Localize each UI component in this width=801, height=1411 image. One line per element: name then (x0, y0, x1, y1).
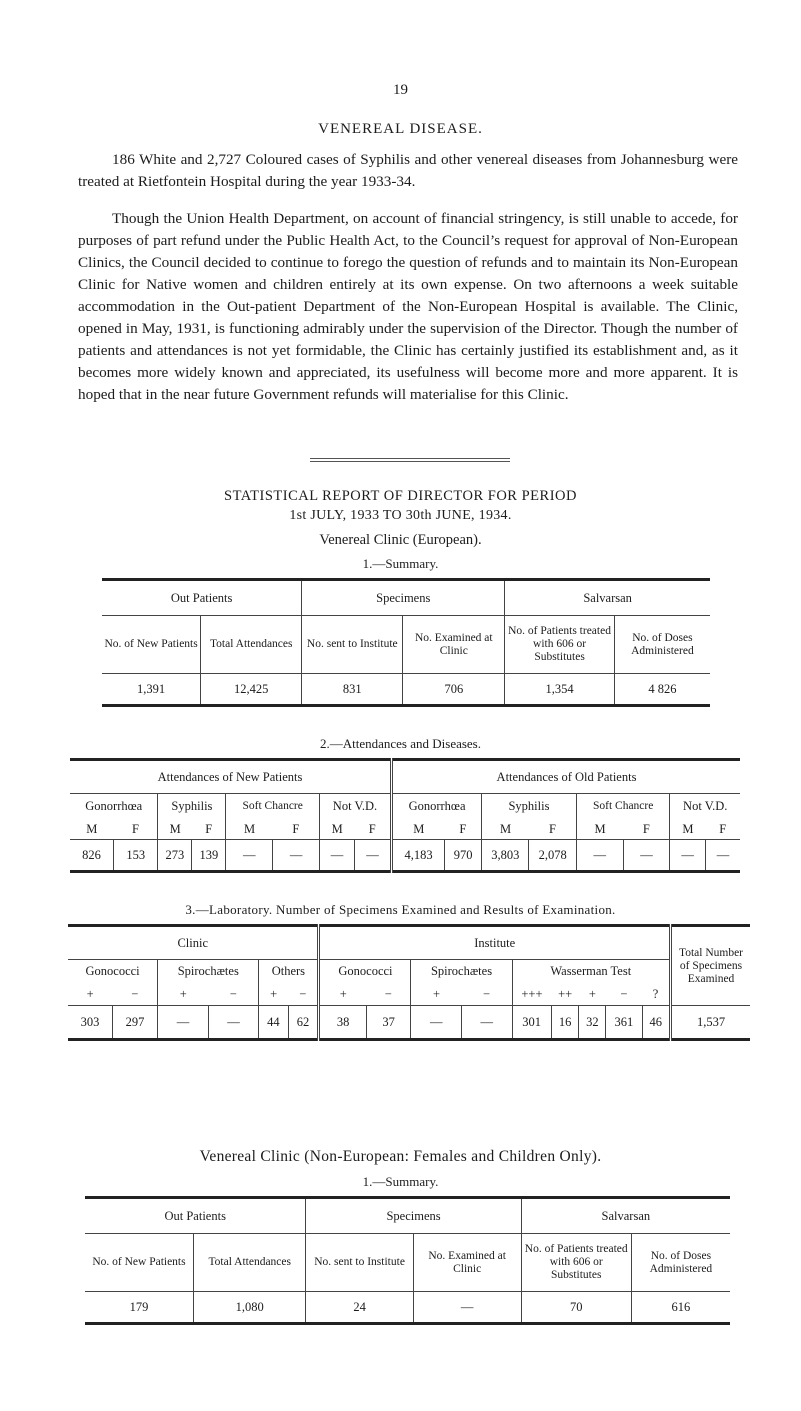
summary-heading-non-european: 1.—Summary. (362, 1174, 439, 1189)
minus-sign: − (384, 986, 392, 1001)
col-examined-clinic: No. Examined at Clinic (403, 616, 505, 674)
group-out-patients: Out Patients (85, 1198, 306, 1234)
group-clinic: Clinic (68, 926, 319, 960)
european-summary-table (102, 578, 710, 707)
new-not-vd-header: Not V.D. (319, 794, 391, 820)
report-title-line-1: STATISTICAL REPORT OF DIRECTOR FOR PERIOD (224, 488, 577, 504)
m-label: M (576, 820, 623, 840)
laboratory-table (68, 924, 750, 1041)
col-sent-institute: No. sent to Institute (306, 1234, 413, 1292)
col-patients-606: No. of Patients treated with 606 or Substitutes (521, 1234, 631, 1292)
col-doses: No. of Doses Administered (631, 1234, 730, 1292)
m-label: M (226, 820, 273, 840)
section-heading: VENEREAL DISEASE. (318, 121, 483, 137)
non-european-clinic-title: Venereal Clinic (Non-European: Females and Children Only). (199, 1148, 602, 1165)
wasserman-header: Wasserman Test (512, 960, 670, 984)
col-total-attendances: Total Attendances (193, 1234, 305, 1292)
f-label: F (368, 821, 376, 836)
new-syphilis-header: Syphilis (158, 794, 226, 820)
cell-sent-institute: 24 (306, 1292, 413, 1324)
col-doses: No. of Doses Administered (614, 616, 710, 674)
total-specimens-value: 1,537 (671, 1006, 751, 1040)
f-label: F (205, 821, 213, 836)
old-gonorrhoea-header: Gonorrhœa (392, 794, 482, 820)
wasserman-sign: + (588, 986, 596, 1001)
old-syphilis-m: 3,803 (482, 840, 529, 872)
group-out-patients: Out Patients (102, 580, 302, 616)
clinic-spirochaetes-plus: — (158, 1006, 209, 1040)
group-specimens: Specimens (302, 580, 505, 616)
wasserman-sign: − (620, 986, 628, 1001)
paragraph-2 (78, 208, 738, 406)
col-new-patients: No. of New Patients (85, 1234, 193, 1292)
old-not-vd-header: Not V.D. (670, 794, 740, 820)
old-not-vd-f: — (705, 840, 740, 872)
m-label: M (319, 820, 354, 840)
clinic-gonococci-header: Gonococci (68, 960, 158, 984)
minus-sign: − (299, 986, 307, 1001)
new-gonorrhoea-f: 153 (114, 840, 158, 872)
cell-new-patients: 179 (85, 1292, 193, 1324)
page-number: 19 (393, 82, 408, 98)
new-soft-chancre-f: — (273, 840, 320, 872)
cell-new-patients: 1,391 (102, 674, 201, 706)
institute-spirochaetes-header: Spirochætes (411, 960, 512, 984)
clinic-others-plus: 44 (259, 1006, 288, 1040)
divider-rule (310, 458, 510, 462)
new-syphilis-m: 273 (158, 840, 192, 872)
institute-spirochaetes-minus: — (462, 1006, 513, 1040)
clinic-others-minus: 62 (288, 1006, 319, 1040)
institute-gonococci-header: Gonococci (319, 960, 411, 984)
wasserman-value: 301 (512, 1006, 551, 1040)
f-label: F (642, 821, 650, 836)
plus-sign: + (158, 984, 209, 1006)
wasserman-sign: ++ (558, 986, 573, 1001)
cell-patients-606: 70 (521, 1292, 631, 1324)
cell-total-attendances: 12,425 (201, 674, 302, 706)
col-patients-606: No. of Patients treated with 606 or Substitutes (505, 616, 615, 674)
clinic-gonococci-minus: 297 (112, 1006, 157, 1040)
group-old-patients: Attendances of Old Patients (392, 760, 741, 794)
report-title-line-2: 1st JULY, 1933 TO 30th JUNE, 1934. (289, 508, 512, 523)
paragraph-1 (78, 149, 738, 193)
f-label: F (131, 821, 139, 836)
non-european-summary-table (85, 1196, 730, 1325)
european-clinic-title: Venereal Clinic (European). (319, 532, 482, 548)
old-soft-chancre-m: — (576, 840, 623, 872)
wasserman-value: 32 (579, 1006, 606, 1040)
group-institute: Institute (319, 926, 671, 960)
col-total-attendances: Total Attendances (201, 616, 302, 674)
plus-sign: + (259, 984, 288, 1006)
old-syphilis-f: 2,078 (529, 840, 576, 872)
cell-sent-institute: 831 (302, 674, 403, 706)
f-label: F (459, 821, 467, 836)
m-label: M (482, 820, 529, 840)
m-label: M (158, 820, 192, 840)
institute-gonococci-plus: 38 (319, 1006, 366, 1040)
old-not-vd-m: — (670, 840, 705, 872)
wasserman-value: 361 (606, 1006, 642, 1040)
clinic-others-header: Others (259, 960, 319, 984)
institute-spirochaetes-plus: — (411, 1006, 462, 1040)
new-soft-chancre-header: Soft Chancre (226, 794, 320, 820)
col-sent-institute: No. sent to Institute (302, 616, 403, 674)
minus-sign: − (131, 986, 139, 1001)
m-label: M (670, 820, 705, 840)
old-syphilis-header: Syphilis (482, 794, 577, 820)
cell-examined-clinic: — (413, 1292, 521, 1324)
old-soft-chancre-header: Soft Chancre (576, 794, 670, 820)
clinic-spirochaetes-minus: — (208, 1006, 259, 1040)
wasserman-value: 16 (551, 1006, 579, 1040)
old-gonorrhoea-f: 970 (445, 840, 482, 872)
col-new-patients: No. of New Patients (102, 616, 201, 674)
clinic-spirochaetes-header: Spirochætes (158, 960, 259, 984)
cell-examined-clinic: 706 (403, 674, 505, 706)
plus-sign: + (319, 984, 366, 1006)
old-gonorrhoea-m: 4,183 (392, 840, 445, 872)
cell-total-attendances: 1,080 (193, 1292, 305, 1324)
wasserman-sign: +++ (512, 984, 551, 1006)
cell-doses: 4 826 (614, 674, 710, 706)
attendances-table (70, 758, 740, 873)
new-soft-chancre-m: — (226, 840, 273, 872)
cell-patients-606: 1,354 (505, 674, 615, 706)
paragraph-2-text: Though the Union Health Department, on account of financial stringency, is still unable to accede, for purposes of part refund under the Public Health Act, to the Council’s request for approval of Non-European Clinics, the Council decided to continue to forego the question of refunds and to maintain its Non-European Clinic for Native women and children entirely at its own expense. On two afternoons a week suitable accommodation in the Out-patient Department of the Non-European Hospital is available. The Clinic, opened in May, 1931, is functioning admirably under the supervision of the Director. Though the number of patients and attendances is not yet formidable, the Clinic has certainly justified its establishment and, as it becomes more widely known and appreciated, its usefulness will become more and more apparent. It is hoped that in the near future Government refunds will materialise for this Clinic. (78, 210, 738, 403)
laboratory-heading: 3.—Laboratory. Number of Specimens Examined and Results of Examination. (185, 902, 616, 917)
institute-gonococci-minus: 37 (366, 1006, 411, 1040)
new-gonorrhoea-m: 826 (70, 840, 114, 872)
m-label: M (86, 821, 98, 836)
paragraph-1-text: 186 White and 2,727 Coloured cases of Syphilis and other venereal diseases from Johannesburg were treated at Rietfontein Hospital during the year 1933-34. (78, 151, 738, 190)
f-label: F (548, 821, 556, 836)
plus-sign: + (86, 986, 94, 1001)
f-label: F (292, 821, 300, 836)
minus-sign: − (229, 986, 237, 1001)
summary-heading-european: 1.—Summary. (362, 556, 439, 571)
attendances-heading: 2.—Attendances and Diseases. (319, 736, 481, 751)
group-new-patients: Attendances of New Patients (70, 760, 392, 794)
m-label: M (392, 820, 445, 840)
minus-sign: − (483, 986, 491, 1001)
plus-sign: + (411, 984, 462, 1006)
new-syphilis-f: 139 (192, 840, 226, 872)
new-not-vd-m: — (319, 840, 354, 872)
group-specimens: Specimens (306, 1198, 521, 1234)
total-specimens-header: Total Number of Specimens Examined (671, 926, 751, 1006)
group-salvarsan: Salvarsan (505, 580, 710, 616)
col-examined-clinic: No. Examined at Clinic (413, 1234, 521, 1292)
cell-doses: 616 (631, 1292, 730, 1324)
new-gonorrhoea-header: Gonorrhœa (70, 794, 158, 820)
wasserman-sign: ? (652, 986, 659, 1001)
old-soft-chancre-f: — (623, 840, 670, 872)
new-not-vd-f: — (354, 840, 391, 872)
f-label: F (719, 821, 727, 836)
clinic-gonococci-plus: 303 (68, 1006, 112, 1040)
wasserman-value: 46 (642, 1006, 670, 1040)
group-salvarsan: Salvarsan (521, 1198, 730, 1234)
